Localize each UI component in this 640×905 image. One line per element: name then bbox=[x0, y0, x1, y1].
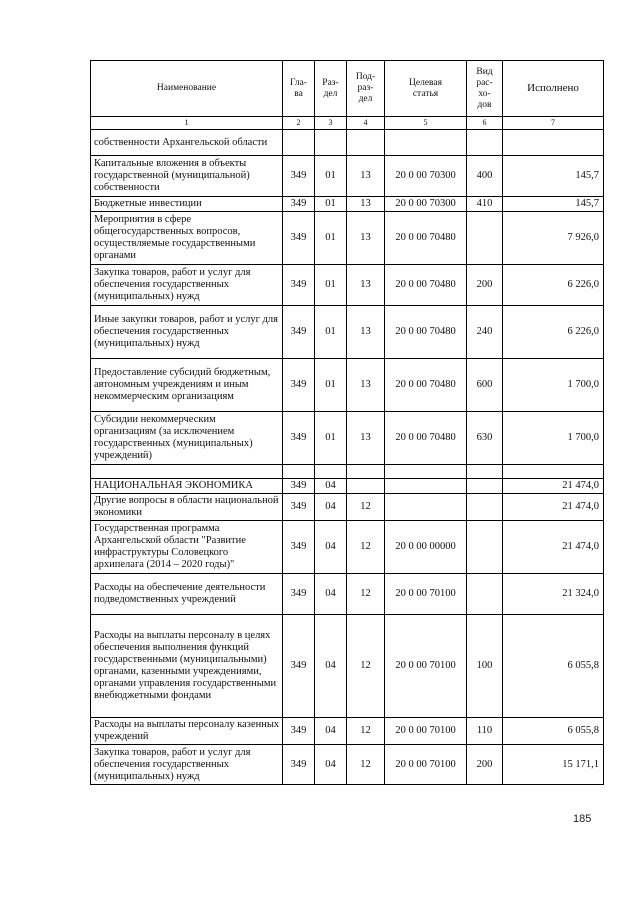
cell-vid-rashodov bbox=[467, 494, 503, 521]
header-ispolneno: Исполнено bbox=[503, 61, 604, 117]
cell-vid-rashodov bbox=[467, 574, 503, 615]
cell-glava bbox=[283, 465, 315, 479]
cell-glava: 349 bbox=[283, 197, 315, 212]
column-number: 3 bbox=[315, 117, 347, 130]
table-row bbox=[91, 412, 604, 465]
cell-celevaya-statya bbox=[385, 494, 467, 521]
cell-glava: 349 bbox=[283, 212, 315, 265]
cell-name: Капитальные вложения в объекты государственной (муниципальной) собственности bbox=[91, 156, 283, 197]
cell-ispolneno bbox=[503, 130, 604, 156]
cell-glava bbox=[283, 130, 315, 156]
cell-podrazdel: 12 bbox=[347, 745, 385, 785]
cell-podrazdel bbox=[347, 479, 385, 494]
cell-razdel: 01 bbox=[315, 265, 347, 306]
cell-podrazdel: 13 bbox=[347, 359, 385, 412]
cell-celevaya-statya: 20 0 00 00000 bbox=[385, 521, 467, 574]
table-row bbox=[91, 359, 604, 412]
cell-podrazdel: 12 bbox=[347, 521, 385, 574]
table-row bbox=[91, 494, 604, 521]
cell-razdel: 04 bbox=[315, 718, 347, 745]
cell-vid-rashodov: 240 bbox=[467, 306, 503, 359]
cell-razdel: 04 bbox=[315, 479, 347, 494]
cell-podrazdel bbox=[347, 130, 385, 156]
cell-name: Бюджетные инвестиции bbox=[91, 197, 283, 212]
cell-glava: 349 bbox=[283, 156, 315, 197]
cell-ispolneno: 6 055,8 bbox=[503, 615, 604, 718]
cell-vid-rashodov bbox=[467, 212, 503, 265]
cell-ispolneno: 145,7 bbox=[503, 156, 604, 197]
cell-name bbox=[91, 465, 283, 479]
cell-podrazdel: 13 bbox=[347, 306, 385, 359]
cell-glava: 349 bbox=[283, 359, 315, 412]
table-row bbox=[91, 197, 604, 212]
table-row bbox=[91, 212, 604, 265]
header-razdel: Раз- дел bbox=[315, 61, 347, 117]
cell-name: Закупка товаров, работ и услуг для обеспечения государственных (муниципальных) нужд bbox=[91, 745, 283, 785]
cell-ispolneno: 21 474,0 bbox=[503, 494, 604, 521]
header-podrazdel: Под- раз- дел bbox=[347, 61, 385, 117]
column-number: 6 bbox=[467, 117, 503, 130]
cell-ispolneno: 1 700,0 bbox=[503, 359, 604, 412]
cell-celevaya-statya: 20 0 00 70100 bbox=[385, 615, 467, 718]
cell-celevaya-statya bbox=[385, 479, 467, 494]
cell-vid-rashodov: 400 bbox=[467, 156, 503, 197]
cell-ispolneno: 15 171,1 bbox=[503, 745, 604, 785]
cell-name: Предоставление субсидий бюджетным, автономным учреждениям и иным некоммерческим организациям bbox=[91, 359, 283, 412]
header-celevaya-statya: Целевая статья bbox=[385, 61, 467, 117]
cell-vid-rashodov bbox=[467, 130, 503, 156]
cell-razdel: 04 bbox=[315, 745, 347, 785]
cell-podrazdel bbox=[347, 465, 385, 479]
cell-celevaya-statya: 20 0 00 70100 bbox=[385, 745, 467, 785]
cell-name: Расходы на выплаты персоналу казенных учреждений bbox=[91, 718, 283, 745]
table-row bbox=[91, 130, 604, 156]
header-glava: Гла- ва bbox=[283, 61, 315, 117]
cell-razdel bbox=[315, 465, 347, 479]
table-row bbox=[91, 465, 604, 479]
cell-glava: 349 bbox=[283, 265, 315, 306]
cell-celevaya-statya bbox=[385, 130, 467, 156]
cell-podrazdel: 13 bbox=[347, 197, 385, 212]
cell-vid-rashodov bbox=[467, 479, 503, 494]
column-number: 4 bbox=[347, 117, 385, 130]
cell-razdel: 01 bbox=[315, 412, 347, 465]
table-row bbox=[91, 615, 604, 718]
table-row bbox=[91, 306, 604, 359]
cell-ispolneno bbox=[503, 465, 604, 479]
cell-glava: 349 bbox=[283, 306, 315, 359]
cell-glava: 349 bbox=[283, 574, 315, 615]
cell-vid-rashodov bbox=[467, 465, 503, 479]
cell-razdel bbox=[315, 130, 347, 156]
column-number: 2 bbox=[283, 117, 315, 130]
cell-razdel: 01 bbox=[315, 306, 347, 359]
column-number-row bbox=[91, 117, 604, 130]
cell-name: Закупка товаров, работ и услуг для обеспечения государственных (муниципальных) нужд bbox=[91, 265, 283, 306]
cell-glava: 349 bbox=[283, 745, 315, 785]
column-number: 5 bbox=[385, 117, 467, 130]
cell-ispolneno: 6 226,0 bbox=[503, 306, 604, 359]
cell-ispolneno: 1 700,0 bbox=[503, 412, 604, 465]
cell-podrazdel: 13 bbox=[347, 156, 385, 197]
cell-vid-rashodov: 200 bbox=[467, 265, 503, 306]
cell-ispolneno: 21 474,0 bbox=[503, 521, 604, 574]
cell-podrazdel: 13 bbox=[347, 265, 385, 306]
table-body bbox=[91, 130, 604, 785]
cell-vid-rashodov: 110 bbox=[467, 718, 503, 745]
cell-glava: 349 bbox=[283, 494, 315, 521]
cell-celevaya-statya: 20 0 00 70480 bbox=[385, 212, 467, 265]
cell-celevaya-statya: 20 0 00 70300 bbox=[385, 156, 467, 197]
cell-ispolneno: 6 055,8 bbox=[503, 718, 604, 745]
cell-name: собственности Архангельской области bbox=[91, 130, 283, 156]
cell-ispolneno: 7 926,0 bbox=[503, 212, 604, 265]
cell-razdel: 01 bbox=[315, 212, 347, 265]
cell-podrazdel: 13 bbox=[347, 412, 385, 465]
cell-name: Мероприятия в сфере общегосударственных вопросов, осуществляемые государственными органами bbox=[91, 212, 283, 265]
cell-razdel: 01 bbox=[315, 197, 347, 212]
cell-razdel: 01 bbox=[315, 156, 347, 197]
cell-name: Другие вопросы в области национальной экономики bbox=[91, 494, 283, 521]
cell-name: Субсидии некоммерческим организациям (за исключением государственных (муниципальных) учреждений) bbox=[91, 412, 283, 465]
cell-celevaya-statya: 20 0 00 70100 bbox=[385, 718, 467, 745]
cell-glava: 349 bbox=[283, 412, 315, 465]
header-name: Наименование bbox=[91, 61, 283, 117]
cell-podrazdel: 12 bbox=[347, 494, 385, 521]
table-header-row bbox=[91, 61, 604, 117]
cell-name: Расходы на обеспечение деятельности подведомственных учреждений bbox=[91, 574, 283, 615]
cell-vid-rashodov: 600 bbox=[467, 359, 503, 412]
cell-podrazdel: 13 bbox=[347, 212, 385, 265]
table-row bbox=[91, 521, 604, 574]
cell-ispolneno: 21 324,0 bbox=[503, 574, 604, 615]
cell-celevaya-statya bbox=[385, 465, 467, 479]
budget-table bbox=[90, 60, 604, 785]
cell-name: Государственная программа Архангельской области "Развитие инфраструктуры Соловецкого архипелага (2014 – 2020 годы)" bbox=[91, 521, 283, 574]
cell-razdel: 04 bbox=[315, 615, 347, 718]
column-number: 1 bbox=[91, 117, 283, 130]
table-row bbox=[91, 718, 604, 745]
cell-glava: 349 bbox=[283, 718, 315, 745]
cell-ispolneno: 21 474,0 bbox=[503, 479, 604, 494]
header-vid-rashodov: Вид рас- хо- дов bbox=[467, 61, 503, 117]
cell-glava: 349 bbox=[283, 615, 315, 718]
cell-celevaya-statya: 20 0 00 70480 bbox=[385, 265, 467, 306]
cell-celevaya-statya: 20 0 00 70480 bbox=[385, 412, 467, 465]
cell-vid-rashodov: 100 bbox=[467, 615, 503, 718]
cell-glava: 349 bbox=[283, 479, 315, 494]
cell-razdel: 01 bbox=[315, 359, 347, 412]
cell-razdel: 04 bbox=[315, 574, 347, 615]
page-number: 185 bbox=[573, 813, 592, 825]
cell-podrazdel: 12 bbox=[347, 615, 385, 718]
cell-vid-rashodov: 200 bbox=[467, 745, 503, 785]
cell-vid-rashodov: 410 bbox=[467, 197, 503, 212]
cell-ispolneno: 6 226,0 bbox=[503, 265, 604, 306]
table-row bbox=[91, 156, 604, 197]
cell-glava: 349 bbox=[283, 521, 315, 574]
table-row bbox=[91, 574, 604, 615]
column-number: 7 bbox=[503, 117, 604, 130]
cell-name: НАЦИОНАЛЬНАЯ ЭКОНОМИКА bbox=[91, 479, 283, 494]
cell-podrazdel: 12 bbox=[347, 718, 385, 745]
cell-ispolneno: 145,7 bbox=[503, 197, 604, 212]
cell-podrazdel: 12 bbox=[347, 574, 385, 615]
table-row bbox=[91, 745, 604, 785]
cell-celevaya-statya: 20 0 00 70480 bbox=[385, 359, 467, 412]
table-row bbox=[91, 265, 604, 306]
cell-razdel: 04 bbox=[315, 494, 347, 521]
cell-celevaya-statya: 20 0 00 70300 bbox=[385, 197, 467, 212]
cell-vid-rashodov: 630 bbox=[467, 412, 503, 465]
cell-celevaya-statya: 20 0 00 70100 bbox=[385, 574, 467, 615]
cell-name: Иные закупки товаров, работ и услуг для обеспечения государственных (муниципальных) нужд bbox=[91, 306, 283, 359]
table-row bbox=[91, 479, 604, 494]
cell-razdel: 04 bbox=[315, 521, 347, 574]
cell-celevaya-statya: 20 0 00 70480 bbox=[385, 306, 467, 359]
cell-name: Расходы на выплаты персоналу в целях обеспечения выполнения функций государственными (муниципальными) органами, казенными учреждениями, органами управления государственными внебюджетными фондами bbox=[91, 615, 283, 718]
cell-vid-rashodov bbox=[467, 521, 503, 574]
